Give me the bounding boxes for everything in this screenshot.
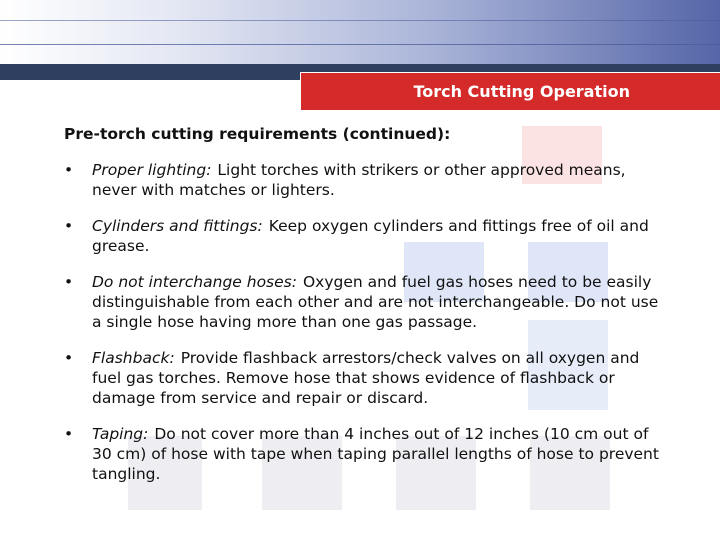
bullet-icon: • [64,425,74,443]
bullet-item [64,272,664,332]
bullet-text: Keep oxygen cylinders and fittings free of oil and grease. [92,217,649,255]
bullet-term: Taping: [92,425,149,443]
slide-title: Torch Cutting Operation [413,82,630,101]
bullet-item [64,348,664,408]
header-line [0,44,720,45]
bullet-text: Light torches with strikers or other approved means, never with matches or lighters. [92,161,626,199]
header-line [0,20,720,21]
bullet-icon: • [64,217,74,235]
bullet-icon: • [64,161,74,179]
bullet-term: Do not interchange hoses: [92,273,297,291]
bullet-list [64,160,664,484]
slide-content [64,124,664,500]
bullet-term: Flashback: [92,349,175,367]
bullet-icon: • [64,349,74,367]
bullet-text: Oxygen and fuel gas hoses need to be easily distinguishable from each other and are not interchangeable. Do not use a single hose having more than one gas passage. [92,273,659,331]
title-bar [300,72,720,110]
header-gradient [0,0,720,64]
bullet-icon: • [64,273,74,291]
bullet-text: Do not cover more than 4 inches out of 12 inches (10 cm out of 30 cm) of hose with tape when taping parallel lengths of hose to prevent tangling. [92,425,659,483]
content-heading: Pre-torch cutting requirements (continued): [64,125,451,143]
bullet-item [64,424,664,484]
bullet-item [64,160,664,200]
bullet-text: Provide flashback arrestors/check valves on all oxygen and fuel gas torches. Remove hose that shows evidence of flashback or damage from service and repair or discard. [92,349,640,407]
bullet-item [64,216,664,256]
bullet-term: Proper lighting: [92,161,212,179]
bullet-term: Cylinders and fittings: [92,217,263,235]
